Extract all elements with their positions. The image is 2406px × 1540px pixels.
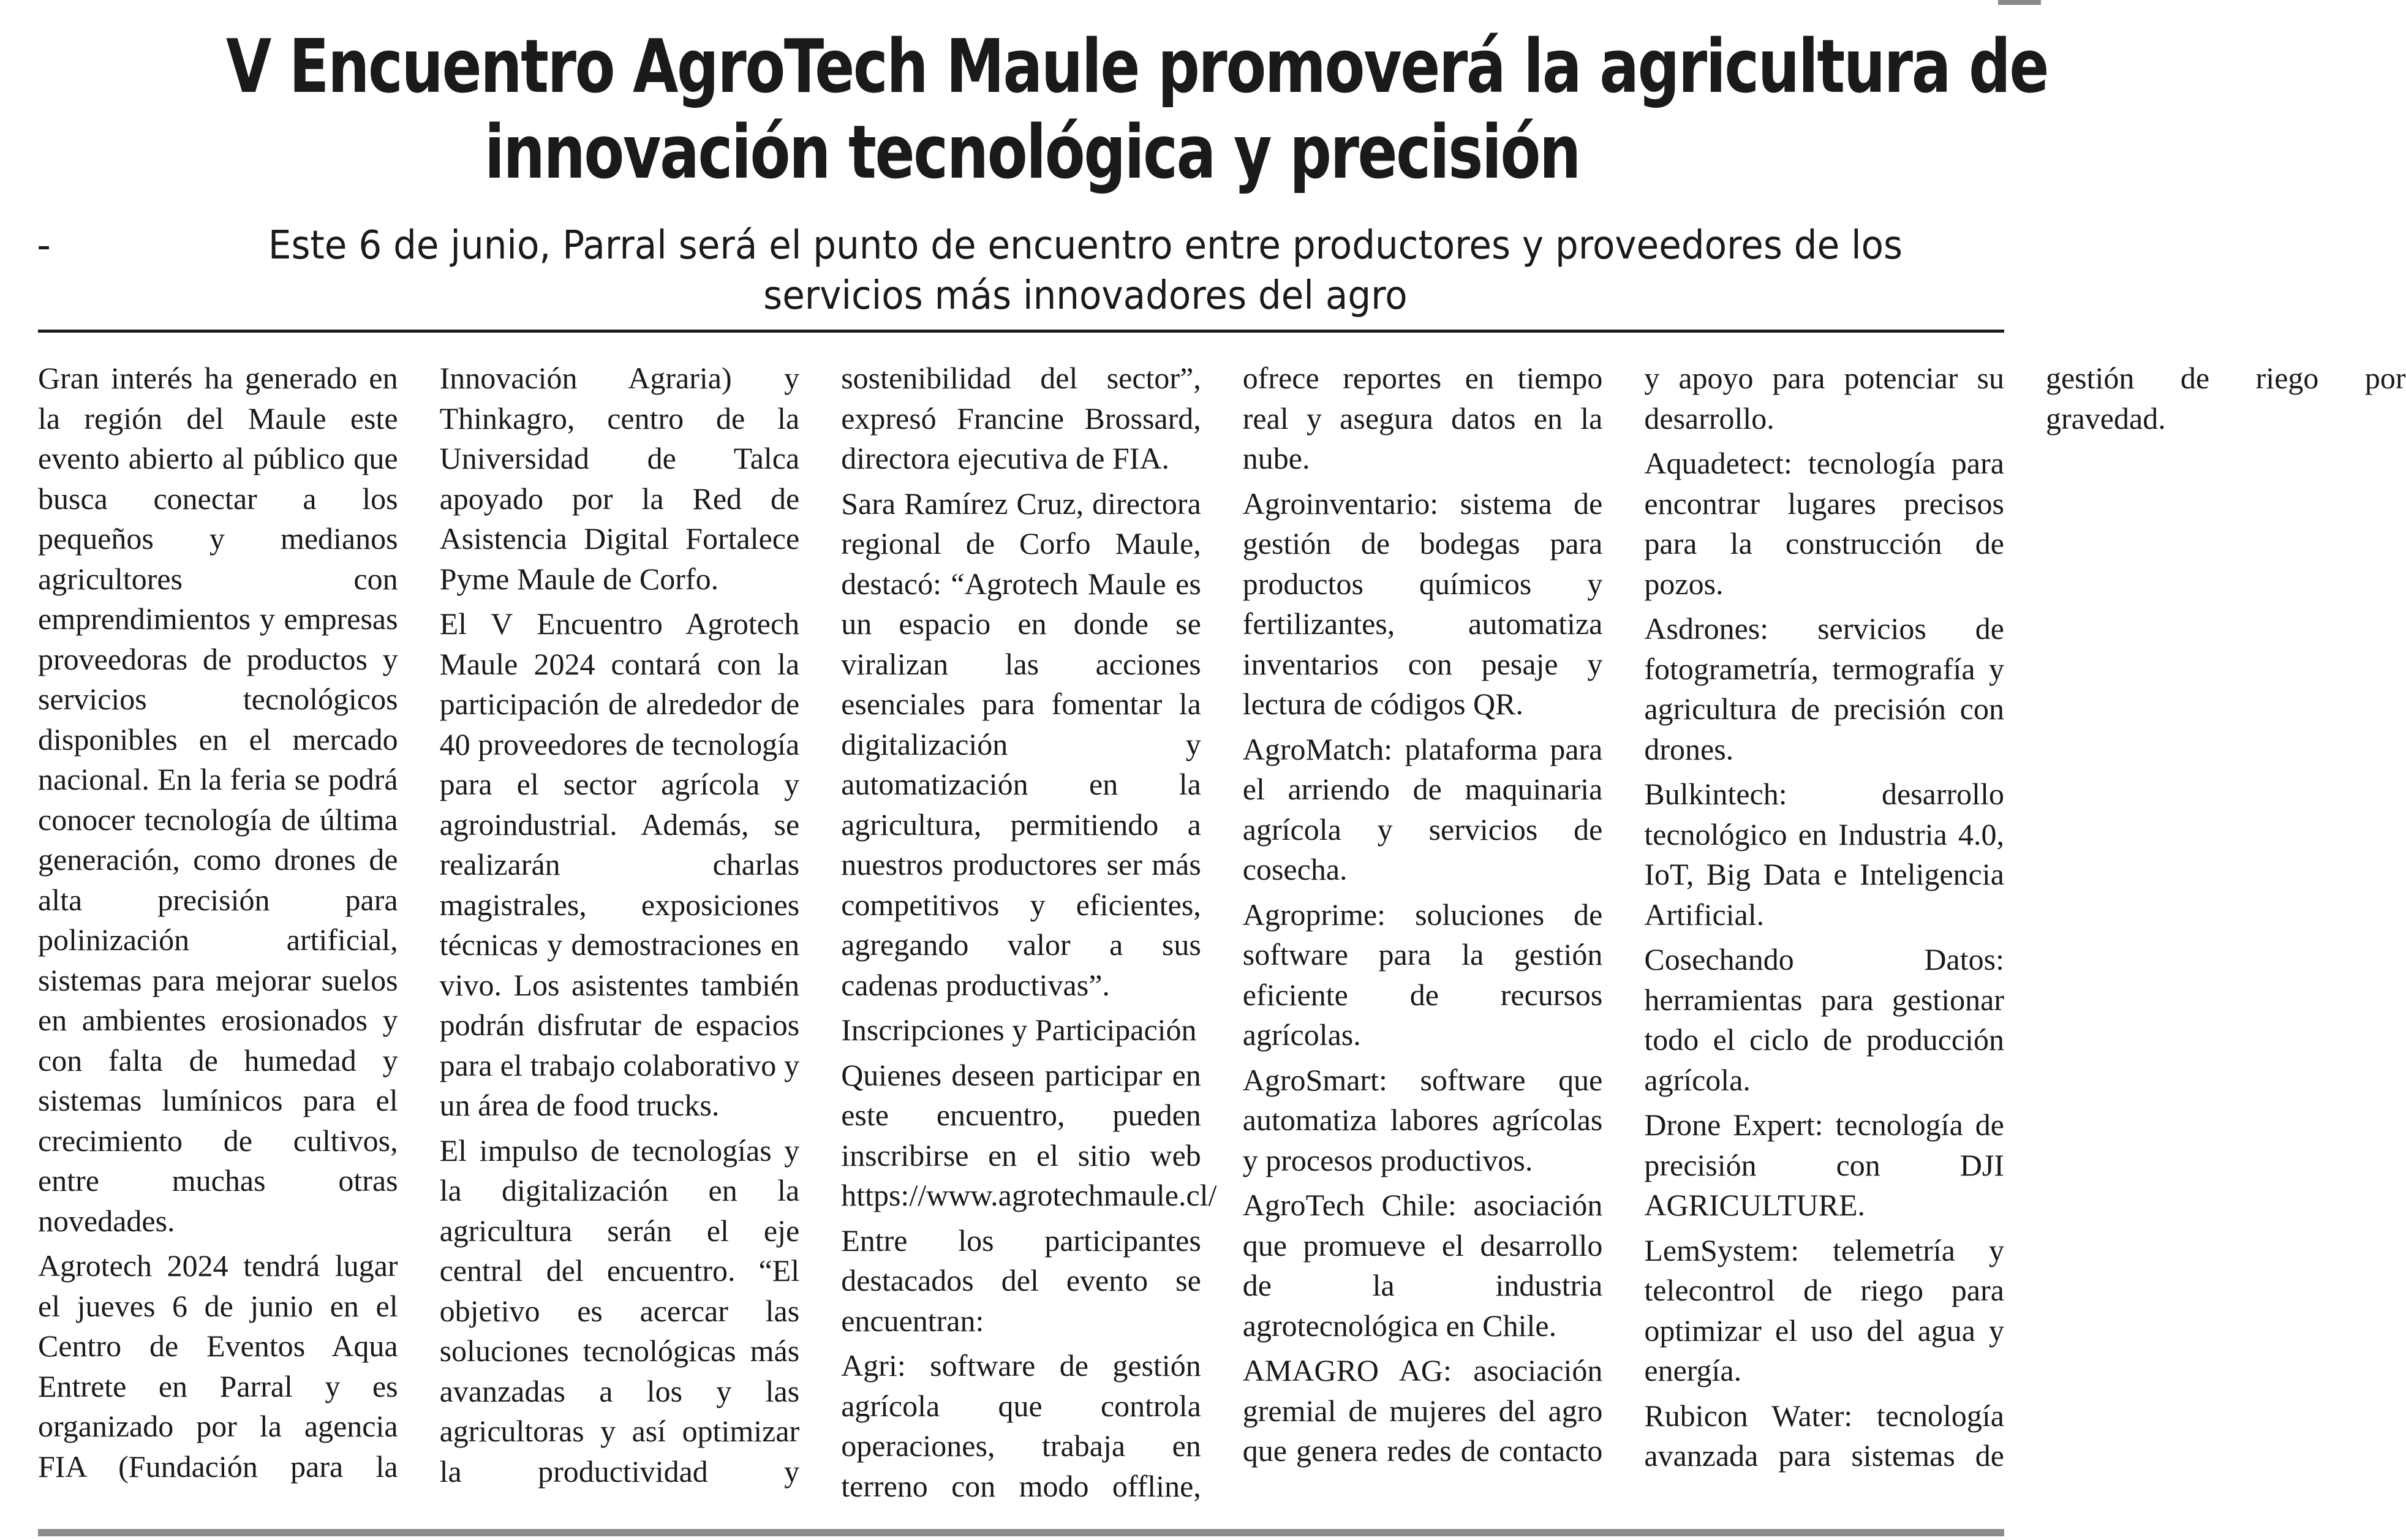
- participant-agroprime: Agroprime: soluciones de software para la gestión eficiente de recursos agrícolas.: [1242, 897, 1603, 1052]
- participant-agrotech-chile: AgroTech Chile: asociación que promueve el desarrollo de la industria agrotecnológica en Chile.: [1242, 1188, 1603, 1343]
- headline: [226, 25, 2048, 196]
- subheadline-bullet: -: [37, 223, 51, 268]
- paragraph-venue: Agrotech 2024 tendrá lugar el jueves 6 de junio en el Centro de Eventos Aqua Entrete en Parral y es organizado por la agencia FIA (Fundación para la Innovación Agraria) y Thinkagro, centro de la Universidad de Talca apoyado por la Red de Asistencia Digital Fortalece Pyme Maule de Corfo.: [38, 361, 800, 1484]
- participant-agroinventario: Agroinventario: sistema de gestión de bodegas para productos químicos y fertilizantes, automatiza inventarios con pesaje y lectura de códigos QR.: [1242, 486, 1603, 721]
- footer-divider: [38, 1529, 2004, 1536]
- participant-bulkintech: Bulkintech: desarrollo tecnológico en Industria 4.0, IoT, Big Data e Inteligencia Artificial.: [1644, 777, 2004, 932]
- paragraph-program: El V Encuentro Agrotech Maule 2024 contará con la participación de alrededor de 40 proveedores de tecnología para el sector agrícola y agroindustrial. Además, se realizarán charlas magistrales, exposiciones técnicas y demostraciones en vivo. Los asistentes también podrán disfrutar de espacios para el trabajo colaborativo y un área de food trucks.: [439, 606, 800, 1122]
- headline-line-2: innovación tecnológica y precisión: [485, 110, 1580, 195]
- headline-divider: [38, 330, 2004, 333]
- paragraph-quote-corfo: Sara Ramírez Cruz, directora regional de Corfo Maule, destacó: “Agrotech Maule es un espacio en donde se viralizan las acciones esenciales para fomentar la digitalización y automatización en la agricultura, permitiendo a nuestros productores ser más competitivos y eficientes, agregando valor a sus cadenas productivas”.: [841, 486, 1201, 1002]
- participant-drone-expert: Drone Expert: tecnología de precisión con DJI AGRICULTURE.: [1644, 1108, 2004, 1222]
- corner-mark: [1998, 0, 2041, 5]
- article-body: [38, 358, 2406, 1522]
- subheadline-text: Este 6 de junio, Parral será el punto de encuentro entre productores y proveedores de los servicios más innovadores del agro: [268, 223, 1903, 319]
- paragraph-registration: Quienes deseen participar en este encuentro, pueden inscribirse en el sitio web https://www.agrotechmaule.cl/: [841, 1057, 1217, 1212]
- participant-agromatch: AgroMatch: plataforma para el arriendo de maquinaria agrícola y servicios de cosecha.: [1242, 731, 1603, 886]
- subheadline: [37, 221, 2003, 321]
- paragraph-intro: Gran interés ha generado en la región del Maule este evento abierto al público que busca conectar a los pequeños y medianos agricultores con emprendimientos y empresas proveedoras de productos y servicios tecnológicos disponibles en el mercado nacional. En la feria se podrá conocer tecnología de última generación, como drones de alta precisión para polinización artificial, sistemas para mejorar suelos en ambientes erosionados y con falta de humedad y sistemas lumínicos para el crecimiento de cultivos, entre muchas otras novedades.: [38, 361, 398, 1238]
- participant-agri: Agri: software de gestión agrícola que controla operaciones, trabaja en terreno con modo offline, ofrece reportes en tiempo real y asegura datos en la nube.: [841, 361, 1603, 1503]
- participant-amagro: AMAGRO AG: asociación gremial de mujeres del agro que genera redes de contacto y apoyo para potenciar su desarrollo.: [1242, 361, 2004, 1468]
- paragraph-participants-intro: Entre los participantes destacados del evento se encuentran:: [841, 1223, 1201, 1338]
- participant-agrosmart: AgroSmart: software que automatiza labores agrícolas y procesos productivos.: [1242, 1062, 1603, 1177]
- participant-asdrones: Asdrones: servicios de fotogrametría, termografía y agricultura de precisión con drones.: [1644, 611, 2004, 766]
- section-heading-registration: Inscripciones y Participación: [841, 1013, 1197, 1047]
- participant-aquadetect: Aquadetect: tecnología para encontrar lugares precisos para la construcción de pozos.: [1644, 446, 2004, 601]
- participant-rubicon-water: Rubicon Water: tecnología avanzada para sistemas de gestión de riego por gravedad.: [1644, 361, 2406, 1473]
- participant-cosechando-datos: Cosechando Datos: herramientas para gestionar todo el ciclo de producción agrícola.: [1644, 942, 2004, 1097]
- paragraph-quote-fia: El impulso de tecnologías y la digitalización en la agricultura serán el eje central del encuentro. “El objetivo es acercar las soluciones tecnológicas más avanzadas a los y las agricultoras y así optimizar la productividad y sostenibilidad del sector”, expresó Francine Brossard, directora ejecutiva de FIA.: [439, 361, 1201, 1489]
- headline-line-1: V Encuentro AgroTech Maule promoverá la agricultura de: [226, 25, 2048, 110]
- participant-lemsystem: LemSystem: telemetría y telecontrol de riego para optimizar el uso del agua y energía.: [1644, 1232, 2004, 1387]
